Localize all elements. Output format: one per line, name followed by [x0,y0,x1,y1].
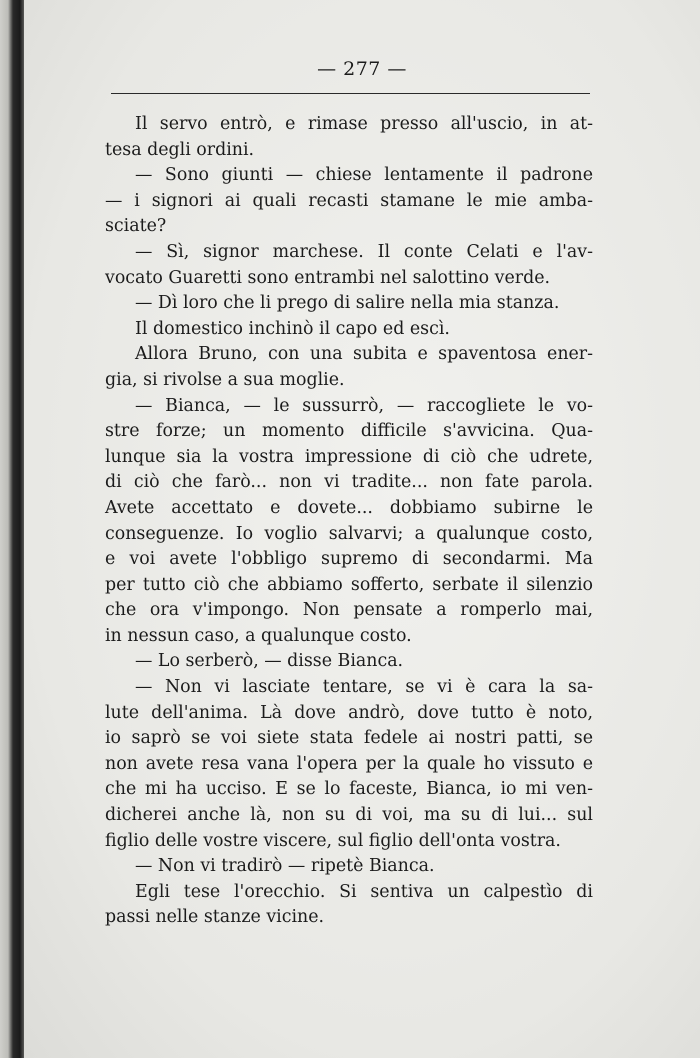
text-line: sciate? [105,216,167,237]
text-line: figlio delle vostre viscere, sul figlio dell'onta vostra. [105,830,561,851]
text-line: conseguenze. Io voglio salvarvi; a qualunque costo, [105,523,593,544]
text-line: — Non vi tradirò — ripetè Bianca. [135,856,435,877]
text-line: dicherei anche là, non su di voi, ma su di lui... sul [105,805,593,826]
text-line: di ciò che farò... non vi tradite... non fate parola. [105,472,593,493]
text-line: Allora Bruno, con una subita e spaventosa ener- [135,344,593,365]
text-line: che mi ha ucciso. E se lo faceste, Bianca, io mi ven- [105,779,593,800]
text-line: Egli tese l'orecchio. Si sentiva un calpestìo di [135,881,593,902]
text-line: io saprò se voi siete stata fedele ai nostri patti, se [105,728,593,749]
text-line: Avete accettato e dovete... dobbiamo subirne le [105,497,593,518]
page-header [24,58,700,80]
text-line: vocato Guaretti sono entrambi nel salottino verde. [105,267,551,288]
body-text [105,112,593,931]
text-line: — Lo serberò, — disse Bianca. [135,651,404,672]
book-spine-shadow [0,0,24,1058]
text-line: che ora v'impongo. Non pensate a romperlo mai, [105,600,593,621]
text-line: — i signori ai quali recasti stamane le mie amba- [105,190,593,211]
text-line: Il domestico inchinò il capo ed escì. [135,318,450,339]
text-line: gia, si rivolse a sua moglie. [105,369,345,390]
text-line: Il servo entrò, e rimase presso all'uscio, in at- [135,114,593,134]
text-line: — Bianca, — le sussurrò, — raccogliete le vo- [135,395,593,416]
text-line: e voi avete l'obbligo supremo di secondarmi. Ma [105,549,593,570]
text-line: — Sì, signor marchese. Il conte Celati e l'av- [135,241,593,262]
header-rule [111,93,590,94]
text-line: in nessun caso, a qualunque costo. [105,625,412,646]
text-line: passi nelle stanze vicine. [105,907,325,928]
text-line: lunque sia la vostra impressione di ciò che udrete, [105,446,593,467]
text-line: lute dell'anima. Là dove andrò, dove tutto è noto, [105,702,593,723]
text-line: — Sono giunti — chiese lentamente il padrone [135,165,593,186]
text-line: tesa degli ordini. [105,139,255,160]
book-page [24,0,700,1058]
page-number: — 277 — [317,58,407,80]
text-line: stre forze; un momento difficile s'avvicina. Qua- [105,421,593,442]
text-line: per tutto ciò che abbiamo sofferto, serbate il silenzio [105,574,593,595]
text-line: — Non vi lasciate tentare, se vi è cara la sa- [135,677,593,698]
text-line: non avete resa vana l'opera per la quale ho vissuto e [105,753,593,774]
text-line: — Dì loro che li prego di salire nella mia stanza. [135,293,560,314]
